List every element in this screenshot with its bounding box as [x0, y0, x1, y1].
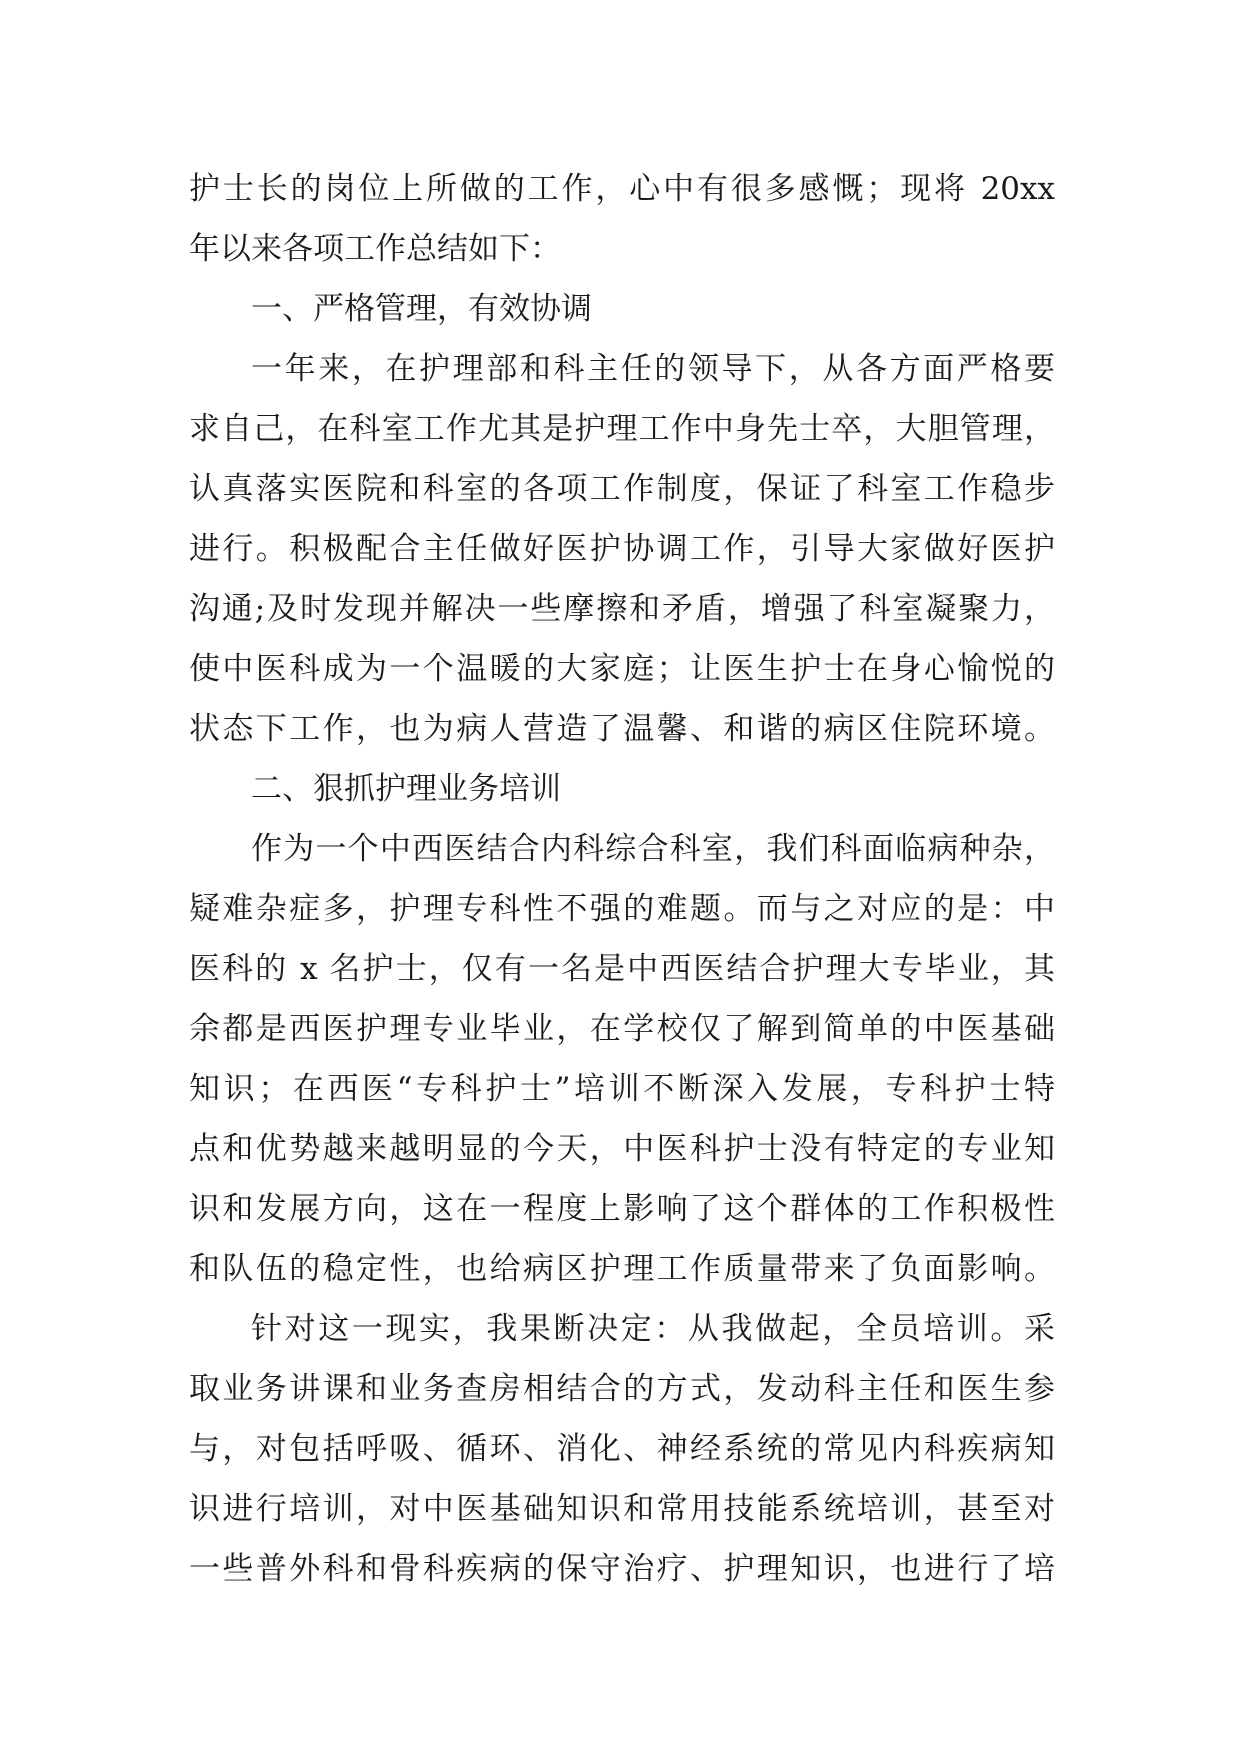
text-line: 与，对包括呼吸、循环、消化、神经系统的常见内科疾病知	[189, 1431, 1055, 1467]
text-line: 使中医科成为一个温暖的大家庭；让医生护士在身心愉悦的	[189, 651, 1055, 687]
text-line: 针对这一现实，我果断决定：从我做起，全员培训。采	[251, 1311, 1055, 1347]
text-line: 医科的 x 名护士，仅有一名是中西医结合护理大专毕业，其	[189, 951, 1055, 987]
text-line: 一年来，在护理部和科主任的领导下，从各方面严格要	[251, 351, 1055, 387]
text-line: 疑难杂症多，护理专科性不强的难题。而与之对应的是：中	[189, 891, 1055, 927]
text-line: 沟通;及时发现并解决一些摩擦和矛盾，增强了科室凝聚力，	[189, 591, 1055, 627]
text-line: 知识；在西医“专科护士”培训不断深入发展，专科护士特	[189, 1071, 1055, 1107]
section-heading: 一、严格管理，有效协调	[251, 291, 592, 327]
text-line: 和队伍的稳定性，也给病区护理工作质量带来了负面影响。	[189, 1251, 1055, 1287]
text-line: 余都是西医护理专业毕业，在学校仅了解到简单的中医基础	[189, 1011, 1055, 1047]
text-line: 护士长的岗位上所做的工作，心中有很多感慨；现将 20xx	[189, 171, 1055, 207]
text-line: 认真落实医院和科室的各项工作制度，保证了科室工作稳步	[189, 471, 1055, 507]
text-line: 年以来各项工作总结如下：	[189, 231, 561, 267]
text-line: 一些普外科和骨科疾病的保守治疗、护理知识，也进行了培	[189, 1551, 1055, 1587]
text-line: 点和优势越来越明显的今天，中医科护士没有特定的专业知	[189, 1131, 1055, 1167]
text-line: 求自己，在科室工作尤其是护理工作中身先士卒，大胆管理，	[189, 411, 1055, 447]
text-line: 状态下工作，也为病人营造了温馨、和谐的病区住院环境。	[189, 711, 1055, 747]
text-line: 识进行培训，对中医基础知识和常用技能系统培训，甚至对	[189, 1491, 1055, 1527]
document-body	[189, 159, 1055, 1599]
section-heading: 二、狠抓护理业务培训	[251, 771, 561, 807]
text-line: 取业务讲课和业务查房相结合的方式，发动科主任和医生参	[189, 1371, 1055, 1407]
text-line: 作为一个中西医结合内科综合科室，我们科面临病种杂，	[251, 831, 1055, 867]
text-line: 识和发展方向，这在一程度上影响了这个群体的工作积极性	[189, 1191, 1055, 1227]
text-line: 进行。积极配合主任做好医护协调工作，引导大家做好医护	[189, 531, 1055, 567]
